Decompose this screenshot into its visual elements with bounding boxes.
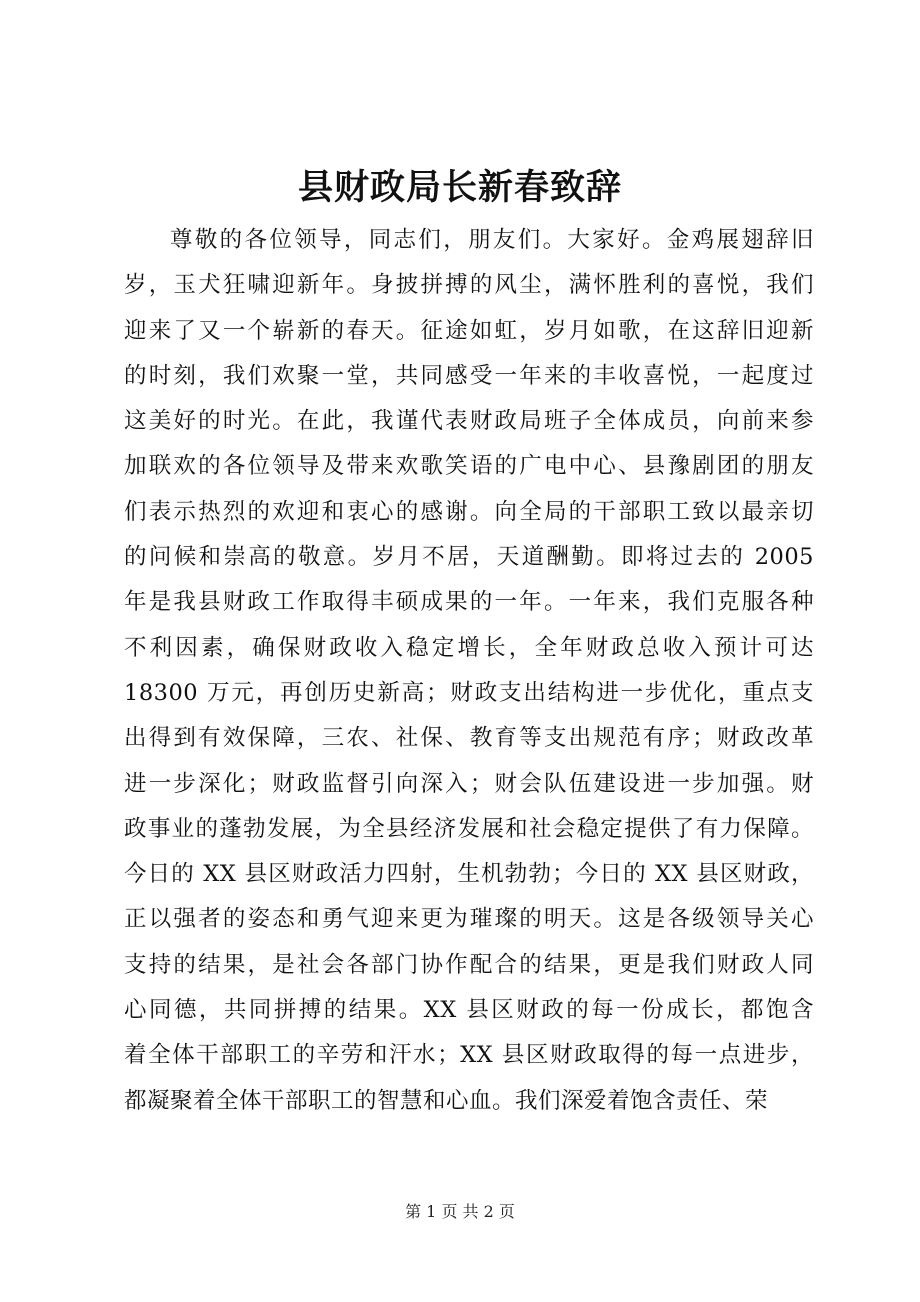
body-line: 年是我县财政工作取得丰硕成果的一年。一年来，我们克服各种	[124, 589, 814, 616]
body-line: 支持的结果，是社会各部门协作配合的结果，更是我们财政人同	[124, 951, 814, 978]
body-line: 尊敬的各位领导，同志们，朋友们。大家好。金鸡展翅辞旧	[170, 227, 814, 253]
body-line: 都凝聚着全体干部职工的智慧和心血。我们深爱着饱含责任、荣	[124, 1087, 769, 1114]
body-line: 18300 万元，再创历史新高；财政支出结构进一步优化，重点支	[124, 679, 814, 706]
document-body	[124, 218, 814, 1124]
body-line: 加联欢的各位领导及带来欢歌笑语的广电中心、县豫剧团的朋友	[124, 453, 814, 480]
body-line: 今日的 XX 县区财政活力四射，生机勃勃；今日的 XX 县区财政，	[124, 861, 814, 888]
page-number-footer: 第 1 页 共 2 页	[405, 1202, 515, 1221]
body-line: 正以强者的姿态和勇气迎来更为璀璨的明天。这是各级领导关心	[124, 906, 814, 933]
body-line: 着全体干部职工的辛劳和汗水；XX 县区财政取得的每一点进步，	[124, 1042, 814, 1069]
document-title: 县财政局长新春致辞	[297, 167, 622, 208]
body-line: 进一步深化；财政监督引向深入；财会队伍建设进一步加强。财	[124, 770, 814, 797]
body-line: 岁，玉犬狂啸迎新年。身披拼搏的风尘，满怀胜利的喜悦，我们	[124, 272, 814, 299]
body-line: 不利因素，确保财政收入稳定增长，全年财政总收入预计可达	[124, 634, 814, 661]
body-line: 心同德，共同拼搏的结果。XX 县区财政的每一份成长，都饱含	[124, 997, 814, 1024]
body-line: 出得到有效保障，三农、社保、教育等支出规范有序；财政改革	[124, 725, 814, 752]
body-line: 们表示热烈的欢迎和衷心的感谢。向全局的干部职工致以最亲切	[124, 498, 814, 525]
body-line: 政事业的蓬勃发展，为全县经济发展和社会稳定提供了有力保障。	[124, 815, 814, 842]
body-line: 的时刻，我们欢聚一堂，共同感受一年来的丰收喜悦，一起度过	[124, 362, 814, 389]
body-line: 的问候和崇高的敬意。岁月不居，天道酬勤。即将过去的 2005	[124, 544, 814, 571]
body-line: 这美好的时光。在此，我谨代表财政局班子全体成员，向前来参	[124, 408, 814, 435]
body-line: 迎来了又一个崭新的春天。征途如虹，岁月如歌，在这辞旧迎新	[124, 317, 814, 344]
